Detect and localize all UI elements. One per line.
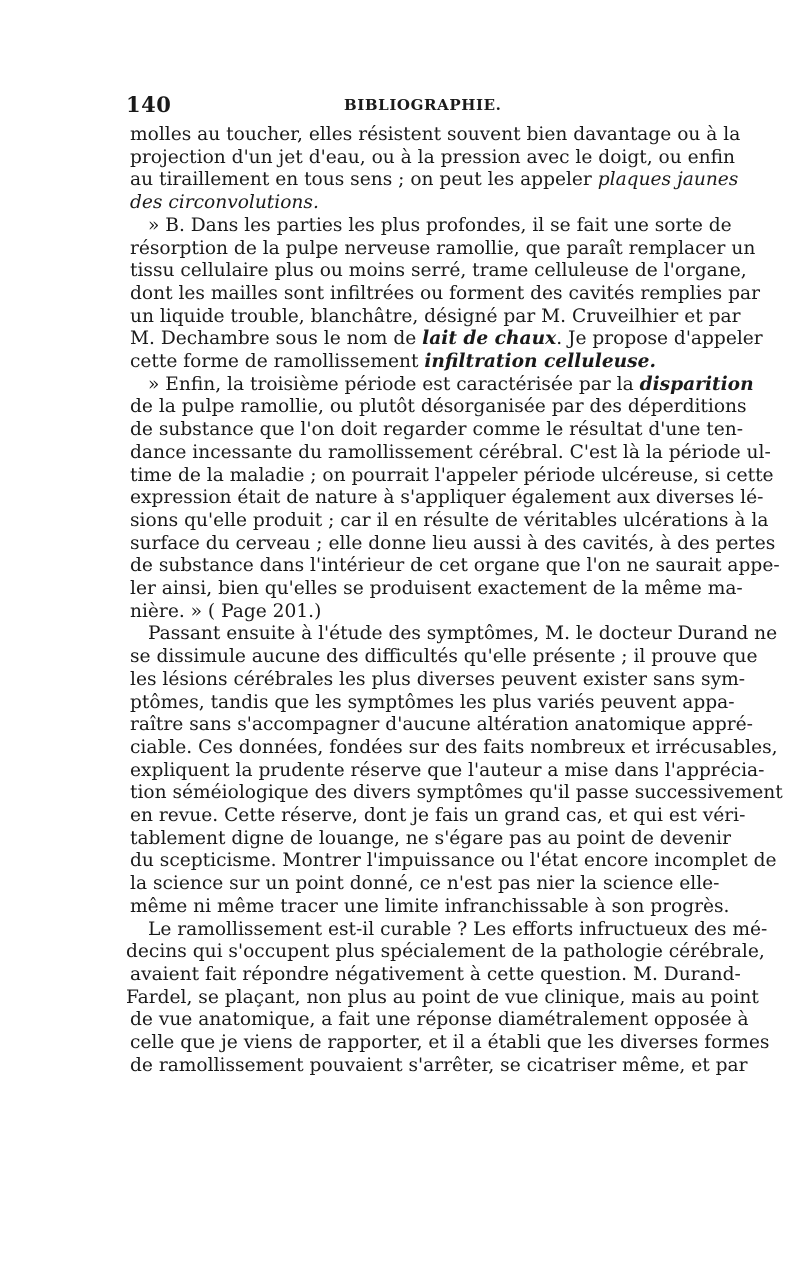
text-segment: ler ainsi, bien qu'elles se produisent exactement de la même ma- <box>130 578 743 599</box>
italic-term: plaques jaunes <box>597 169 739 191</box>
text-line <box>130 691 735 714</box>
text-segment: celle que je viens de rapporter, et il a établi que les diverses formes <box>130 1032 770 1053</box>
text-line <box>130 192 667 214</box>
text-segment: sions qu'elle produit ; car il en résulte de véritables ulcérations à la <box>130 509 769 531</box>
text-line <box>130 555 780 577</box>
text-segment: dont les mailles sont infiltrées ou forment des cavités remplies par <box>130 282 760 304</box>
text-segment: tion séméiologique des divers symptômes qu'il passe successivement <box>130 782 783 804</box>
text-line <box>130 578 743 600</box>
text-segment: de la pulpe ramollie, ou plutôt désorganisée par des déperditions <box>130 396 747 418</box>
text-segment: se dissimule aucune des difficultés qu'elle présente ; il prouve que <box>130 646 758 668</box>
text-segment: les lésions cérébrales les plus diverses peuvent exister sans sym- <box>130 668 745 690</box>
text-segment: » Enfin, la troisième période est caractérisée par la <box>148 373 640 395</box>
text-segment: ptômes, tandis que les symptômes les plus variés peuvent appa- <box>130 691 735 713</box>
text-segment: tablement digne de louange, ne s'égare pas au point de devenir <box>130 827 731 849</box>
text-line <box>130 714 753 736</box>
text-segment: du scepticisme. Montrer l'impuissance ou l'état encore incomplet de <box>130 850 777 872</box>
text-segment: tissu cellulaire plus ou moins serré, trame celluleuse de l'organe, <box>130 260 747 282</box>
text-line <box>130 260 747 282</box>
text-line <box>126 941 765 963</box>
text-line <box>130 895 730 918</box>
text-line <box>130 487 764 509</box>
text-segment: nière. » ( Page 201.) <box>130 600 322 622</box>
text-line <box>130 441 771 464</box>
text-line <box>130 736 778 759</box>
text-segment: Le ramollissement est-il curable ? Les efforts infructueux des mé- <box>148 918 768 940</box>
text-segment: projection d'un jet d'eau, ou à la pression avec le doigt, ou enfin <box>130 146 735 168</box>
text-line <box>148 918 768 941</box>
text-segment: résorption de la pulpe nerveuse ramollie, que paraît remplacer un <box>130 237 756 259</box>
text-line <box>130 759 765 782</box>
text-segment: ciable. Ces données, fondées sur des faits nombreux et irrécusables, <box>130 736 778 758</box>
text-segment: en revue. Cette réserve, dont je fais un grand cas, et qui est véri- <box>130 805 746 826</box>
text-line <box>130 963 741 986</box>
text-segment: Fardel, se plaçant, non plus au point de vue clinique, mais au point <box>126 986 759 1008</box>
text-line <box>130 850 777 872</box>
text-segment: de vue anatomique, a fait une réponse diamétralement opposée à <box>130 1009 749 1031</box>
text-line <box>130 601 667 623</box>
text-line <box>130 351 667 373</box>
text-line <box>130 805 746 827</box>
text-line <box>130 1054 748 1077</box>
page-header <box>126 92 672 116</box>
text-line <box>130 532 776 555</box>
text-segment: expression était de nature à s'appliquer également aux diverses lé- <box>130 487 764 509</box>
text-line <box>130 464 774 487</box>
text-segment: molles au toucher, elles résistent souvent bien davantage ou à la <box>130 124 741 145</box>
text-line <box>130 396 747 418</box>
text-segment: expliquent la prudente réserve que l'auteur a mise dans l'apprécia- <box>130 759 765 781</box>
text-segment: au tiraillement en tous sens ; on peut les appeler <box>130 169 598 191</box>
italic-term: disparition <box>639 373 754 395</box>
italic-term: lait de chaux <box>422 328 557 350</box>
text-line <box>148 373 754 396</box>
text-line <box>130 169 739 191</box>
text-segment: » B. Dans les parties les plus profondes, il se fait une sorte de <box>148 214 732 236</box>
text-line <box>130 782 783 804</box>
text-line <box>130 419 744 441</box>
text-segment: M. Dechambre sous le nom de <box>130 328 423 350</box>
text-line <box>130 305 741 328</box>
text-line <box>130 237 756 260</box>
page-number: 140 <box>126 92 172 117</box>
text-line <box>130 827 731 850</box>
text-segment: decins qui s'occupent plus spécialement de la pathologie cérébrale, <box>126 941 765 963</box>
text-line <box>130 124 741 146</box>
text-segment: time de la maladie ; on pourrait l'appeler période ulcéreuse, si cette <box>130 464 774 486</box>
text-segment: un liquide trouble, blanchâtre, désigné par M. Cruveilhier et par <box>130 305 741 327</box>
text-line <box>130 509 769 532</box>
text-line <box>130 668 745 691</box>
text-segment: dance incessante du ramollissement cérébral. C'est là la période ul- <box>130 441 771 463</box>
text-line <box>130 146 735 169</box>
text-segment: surface du cerveau ; elle donne lieu aussi à des cavités, à des pertes <box>130 532 776 554</box>
text-segment: . Je propose d'appeler <box>556 328 763 350</box>
text-segment: raître sans s'accompagner d'aucune altération anatomique appré- <box>130 714 753 736</box>
text-line <box>126 986 759 1009</box>
running-head: BIBLIOGRAPHIE. <box>344 96 502 114</box>
text-line <box>130 328 763 350</box>
text-segment: cette forme de ramollissement <box>130 351 425 372</box>
text-line <box>130 646 758 668</box>
text-segment: même ni même tracer une limite infranchissable à son progrès. <box>130 895 730 917</box>
text-segment: la science sur un point donné, ce n'est pas nier la science elle- <box>130 873 720 895</box>
text-segment: de ramollissement pouvaient s'arrêter, se cicatriser même, et par <box>130 1054 748 1076</box>
text-line <box>148 623 778 645</box>
text-line <box>130 873 720 895</box>
italic-term: infiltration celluleuse. <box>424 351 656 372</box>
text-line <box>130 1009 749 1031</box>
text-segment: avaient fait répondre négativement à cette question. M. Durand- <box>130 963 741 985</box>
text-segment: Passant ensuite à l'étude des symptômes, M. le docteur Durand ne <box>148 623 778 645</box>
text-segment: de substance dans l'intérieur de cet organe que l'on ne saurait appe- <box>130 555 780 577</box>
italic-term: des circonvolutions. <box>130 192 319 214</box>
text-segment: de substance que l'on doit regarder comme le résultat d'une ten- <box>130 419 744 441</box>
text-line <box>130 1032 770 1054</box>
text-line <box>148 214 732 237</box>
text-line <box>130 282 760 305</box>
